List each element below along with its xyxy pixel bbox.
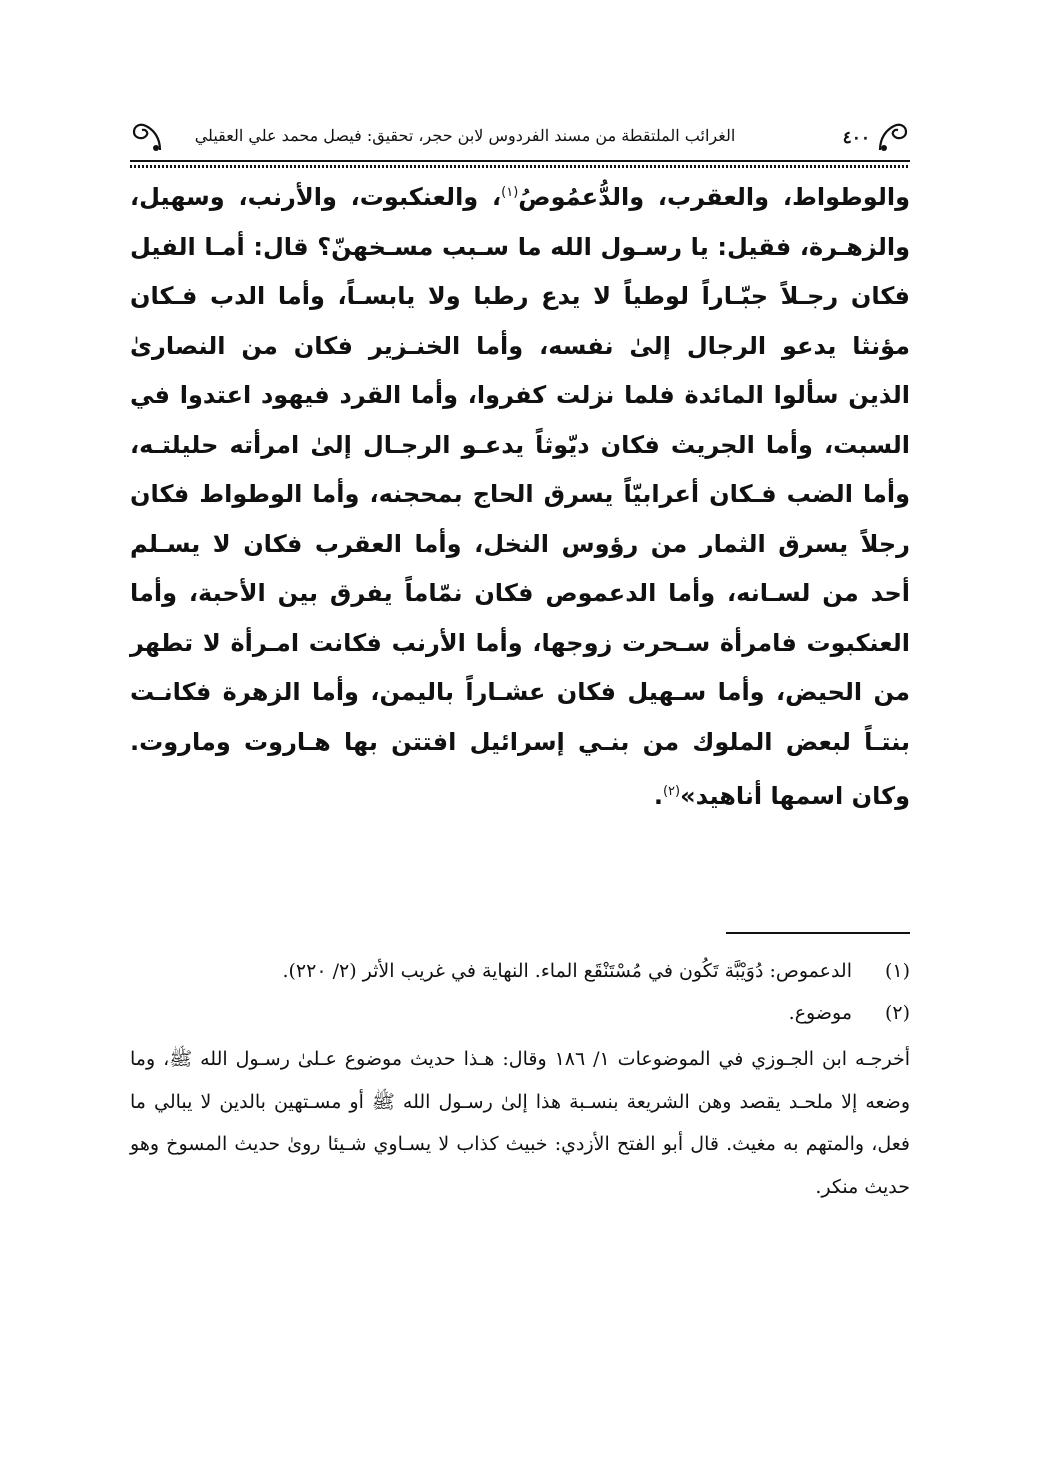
footnote-ref-2[interactable]: (٢) — [662, 784, 681, 799]
footnote-separator — [726, 932, 910, 934]
main-text — [130, 168, 910, 822]
text-part: والوطواط، والعقرب، والدُّعمُوصُ — [518, 183, 910, 211]
footnote-2 — [130, 992, 910, 1034]
footnote-text: الدعموص: دُوَيْبَّة تَكُون في مُسْتَنْقَع الماء. النهاية في غريب الأثر (٢/ ٢٢٠). — [282, 960, 852, 982]
ornament-icon — [876, 120, 910, 154]
footnotes — [130, 950, 910, 1208]
footnote-number: (١) — [884, 960, 910, 982]
footnote-text: موضوع. — [788, 1002, 852, 1024]
running-title: الغرائب الملتقطة من مسند الفردوس لابن حجر، تحقيق: فيصل محمد علي العقيلي — [194, 126, 736, 145]
main-paragraph — [130, 168, 910, 822]
page-number: ٤٠٠ — [842, 128, 870, 148]
text-part: . — [653, 782, 663, 810]
footnote-2-detail: أخرجـه ابن الجـوزي في الموضوعات ١/ ١٨٦ وقال: هـذا حديث موضوع عـلىٰ رسـول الله ﷺ، وما وضعه إلا ملحـد يقصد وهن الشريعة بنسـبة هذا إلىٰ رسـول الله ﷺ أو مسـتهين بالدين لا يبالي ما فعل، والمتهم به مغيث. قال أبو الفتح الأزدي: خبيث كذاب لا يسـاوي شـيئا روىٰ حديث المسوخ وهو حديث منكر. — [130, 1048, 910, 1198]
footnote-ref-1[interactable]: (١) — [501, 185, 519, 200]
text-part: ، والعنكبوت، والأرنب، وسهيل، والزهـرة، فقيل: يا رسـول الله ما سـبب مسـخهنّ؟ قال: أمـا الفيل فكان رجـلاً جبّـاراً لوطياً لا يدع رطبا ولا يابسـاً، وأما الدب فـكان مؤنثا يدعو الرجال إلىٰ نفسه، وأما الخنـزير فكان من النصارىٰ الذين سألوا المائدة فلما نزلت كفروا، وأما القرد فيهود اعتدوا في السبت، وأما الجريث فكان ديّوثاً يدعـو الرجـال إلىٰ امرأته حليلتـه، وأما الضب فـكان أعرابيّاً يسرق الحاج بمحجنه، وأما الوطواط فكان رجلاً يسرق الثمار من رؤوس النخل، وأما العقرب فكان لا يسـلم أحد من لسـانه، وأما الدعموص فكان نمّاماً يفرق بين الأحبة، وأما العنكبوت فامرأة سـحرت زوجها، وأما الأرنب فكانت امـرأة لا تطهر من الحيض، وأما سـهيل فكان عشـاراً باليمن، وأما الزهرة فكانـت بنتـاً لبعض الملوك من بنـي إسرائيل افتتن بها هـاروت وماروت. وكان اسمها أناهيد» — [130, 183, 910, 810]
ornament-icon — [130, 120, 164, 154]
page-header — [130, 118, 910, 160]
footnote-number: (٢) — [884, 1002, 910, 1024]
footnote-1 — [130, 950, 910, 992]
